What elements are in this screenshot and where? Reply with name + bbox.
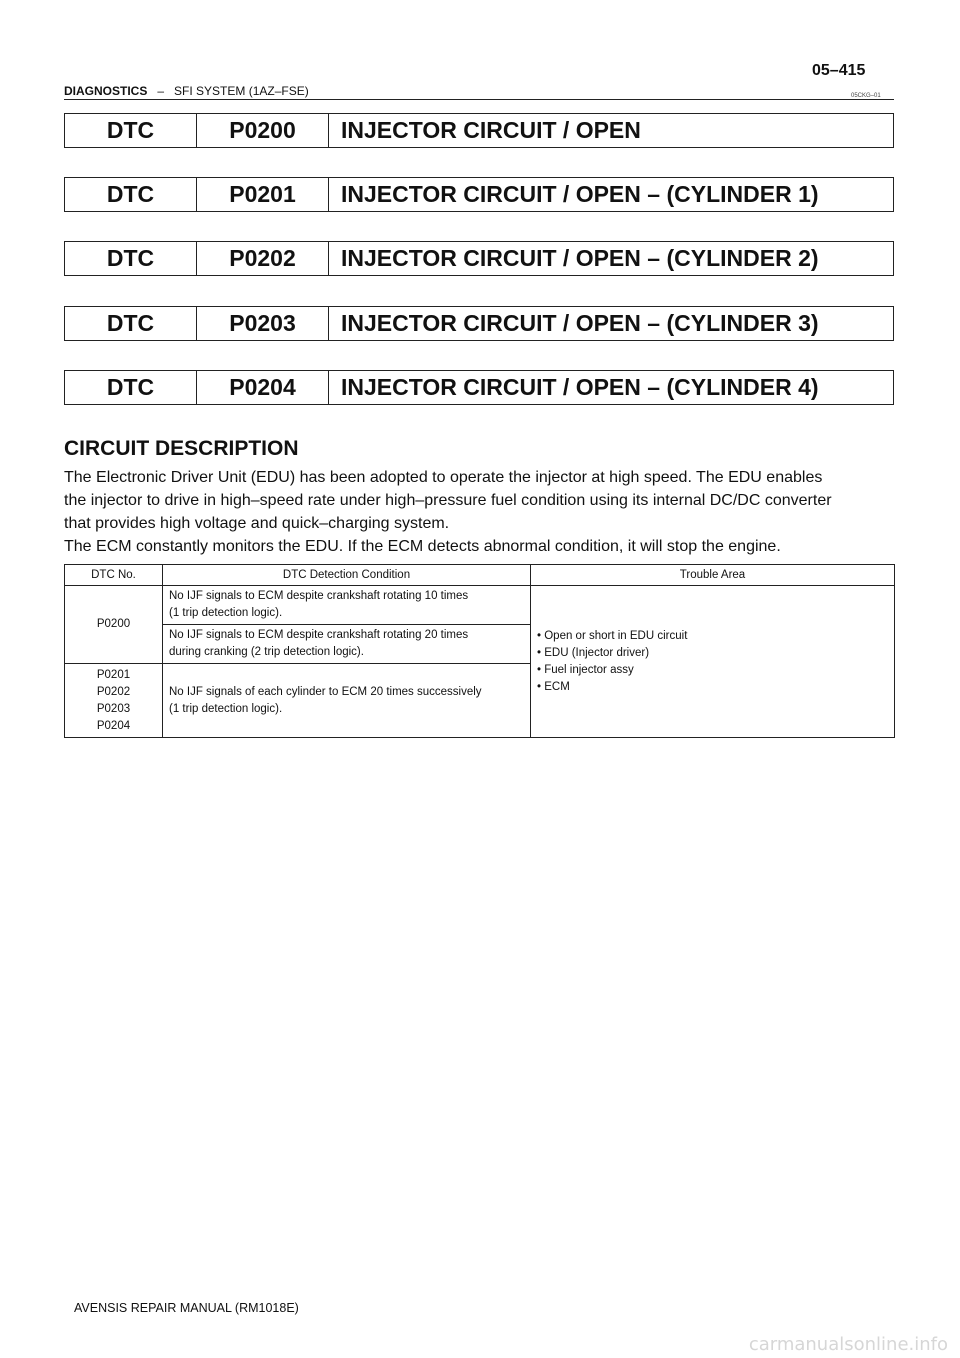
dtc-title: INJECTOR CIRCUIT / OPEN – (CYLINDER 3) xyxy=(341,310,819,336)
dtc-title: INJECTOR CIRCUIT / OPEN xyxy=(341,117,641,143)
header-system: SFI SYSTEM (1AZ–FSE) xyxy=(174,84,309,98)
dtc-number: P0201 xyxy=(96,668,131,681)
dtc-title-box xyxy=(64,113,894,148)
section-heading: CIRCUIT DESCRIPTION xyxy=(64,437,299,460)
table-header-row xyxy=(65,565,895,586)
condition-line: No IJF signals of each cylinder to ECM 20 times successively xyxy=(169,685,482,698)
trouble-area-item: • Open or short in EDU circuit xyxy=(537,628,888,645)
dtc-code: P0204 xyxy=(197,371,329,404)
dtc-code: P0202 xyxy=(197,242,329,275)
description-line: the injector to drive in high–speed rate under high–pressure fuel condition using its internal DC/DC converter xyxy=(64,492,832,509)
column-header: Trouble Area xyxy=(531,565,895,586)
column-header: DTC No. xyxy=(65,565,163,586)
dtc-code: P0203 xyxy=(197,307,329,340)
dtc-label: DTC xyxy=(65,371,197,404)
detection-condition-cell xyxy=(163,586,531,625)
dtc-number: P0204 xyxy=(96,719,131,732)
dtc-number-cell xyxy=(65,664,163,738)
header-rule xyxy=(64,99,894,100)
trouble-area-item: • Fuel injector assy xyxy=(537,662,888,679)
condition-line: (1 trip detection logic). xyxy=(169,607,283,619)
description-line: that provides high voltage and quick–charging system. xyxy=(64,515,450,532)
dtc-number-cell: P0200 xyxy=(65,586,163,664)
watermark: carmanualsonline.info xyxy=(748,1334,948,1355)
condition-line: No IJF signals to ECM despite crankshaft rotating 20 times xyxy=(169,629,469,641)
dtc-title-box xyxy=(64,306,894,341)
dtc-title: INJECTOR CIRCUIT / OPEN – (CYLINDER 1) xyxy=(341,181,819,207)
dtc-title-box xyxy=(64,241,894,276)
condition-line: (1 trip detection logic). xyxy=(169,702,283,715)
dtc-number: P0202 xyxy=(96,685,131,698)
dtc-label: DTC xyxy=(65,178,197,211)
description-line: The ECM constantly monitors the EDU. If the ECM detects abnormal condition, it will stop the engine. xyxy=(64,538,781,555)
page-header xyxy=(64,84,309,98)
trouble-area-item: • EDU (Injector driver) xyxy=(537,645,888,662)
description-line: The Electronic Driver Unit (EDU) has been adopted to operate the injector at high speed. The EDU enables xyxy=(64,469,823,486)
dtc-number: P0203 xyxy=(96,702,131,715)
dtc-label: DTC xyxy=(65,242,197,275)
trouble-area-item: • ECM xyxy=(537,679,888,696)
column-header: DTC Detection Condition xyxy=(163,565,531,586)
condition-line: No IJF signals to ECM despite crankshaft rotating 10 times xyxy=(169,590,469,602)
dtc-code: P0201 xyxy=(197,178,329,211)
detection-condition-cell xyxy=(163,664,531,738)
dtc-code: P0200 xyxy=(197,114,329,147)
dtc-condition-table xyxy=(64,564,895,738)
header-section: DIAGNOSTICS xyxy=(64,84,148,98)
condition-line: during cranking (2 trip detection logic). xyxy=(169,646,364,658)
trouble-area-list xyxy=(537,628,888,696)
description-paragraph xyxy=(64,466,896,558)
detection-condition-cell xyxy=(163,625,531,664)
dtc-title-box xyxy=(64,177,894,212)
dtc-label: DTC xyxy=(65,114,197,147)
dtc-title: INJECTOR CIRCUIT / OPEN – (CYLINDER 2) xyxy=(341,245,819,271)
dtc-title-box xyxy=(64,370,894,405)
table-row xyxy=(65,586,895,625)
page-number: 05–415 xyxy=(812,62,866,79)
page-footer: AVENSIS REPAIR MANUAL (RM1018E) xyxy=(74,1301,299,1315)
dtc-label: DTC xyxy=(65,307,197,340)
trouble-area-cell xyxy=(531,586,895,738)
header-separator: – xyxy=(157,84,165,98)
code-reference: 05CKG–01 xyxy=(851,93,881,99)
dtc-title: INJECTOR CIRCUIT / OPEN – (CYLINDER 4) xyxy=(341,374,819,400)
